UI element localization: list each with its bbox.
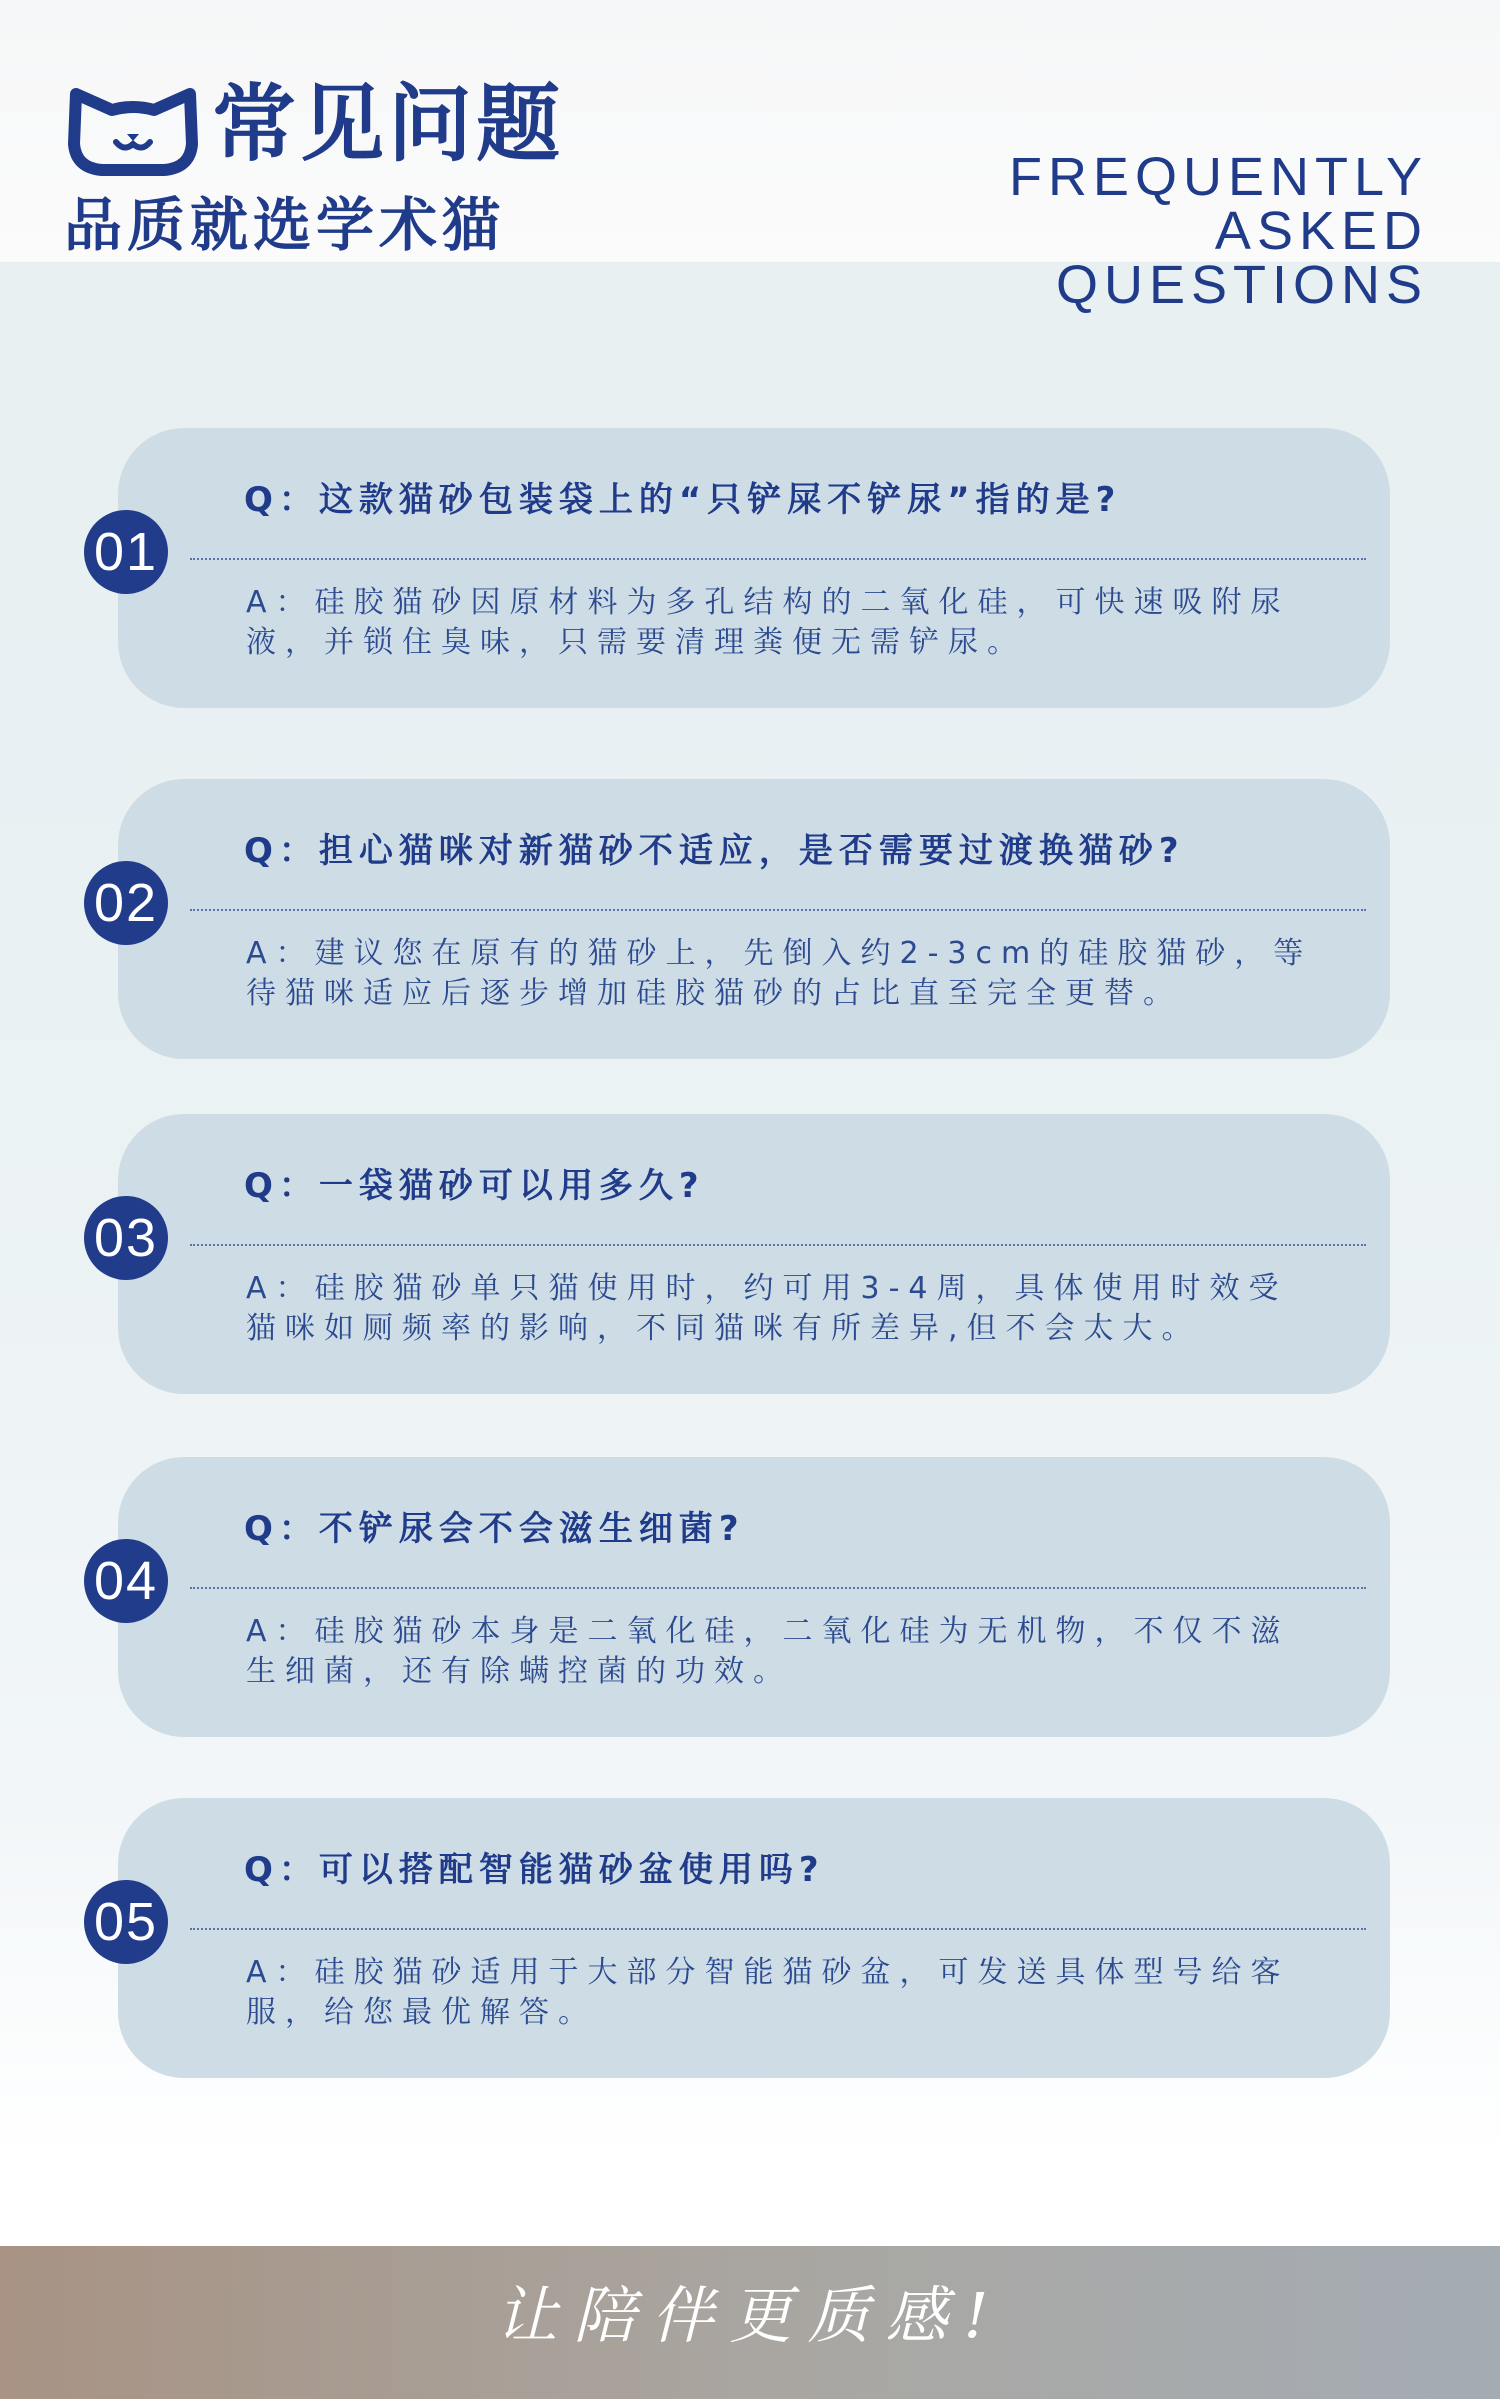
faq-number-badge: 01 — [84, 510, 168, 594]
footer-banner — [0, 2246, 1500, 2399]
footer-slogan: 让陪伴更质感! — [495, 2279, 1005, 2352]
faq-number-badge: 04 — [84, 1539, 168, 1623]
page-title: 常见问题 — [212, 75, 565, 173]
faq-answer: A：硅胶猫砂单只猫使用时，约可用3-4周，具体使用时效受猫咪如厕频率的影响，不同猫咪有所差异,但不会太大。 — [246, 1271, 1288, 1347]
faq-number-badge: 03 — [84, 1196, 168, 1280]
faq-answer: A：建议您在原有的猫砂上，先倒入约2-3cm的硅胶猫砂，等待猫咪适应后逐步增加硅胶猫砂的占比直至完全更替。 — [246, 936, 1313, 1012]
brand-slogan: 品质就选学术猫 — [64, 191, 506, 259]
faq-question: Q：一袋猫砂可以用多久? — [244, 1166, 705, 1206]
faq-question: Q：可以搭配智能猫砂盆使用吗? — [244, 1850, 825, 1890]
faq-item-3 — [93, 1114, 1390, 1394]
faq-card — [118, 1114, 1390, 1394]
faq-number-badge: 05 — [84, 1880, 168, 1964]
faq-divider — [190, 1244, 1366, 1246]
faq-card — [118, 428, 1390, 708]
faq-item-4 — [93, 1457, 1390, 1737]
faq-number-badge: 02 — [84, 861, 168, 945]
faq-question: Q：不铲尿会不会滋生细菌? — [244, 1509, 745, 1549]
faq-divider — [190, 558, 1366, 560]
faq-divider — [190, 1928, 1366, 1930]
faq-answer: A：硅胶猫砂因原材料为多孔结构的二氧化硅，可快速吸附尿液，并锁住臭味，只需要清理粪便无需铲尿。 — [246, 585, 1290, 661]
faq-item-1 — [93, 428, 1390, 708]
faq-question: Q：担心猫咪对新猫砂不适应，是否需要过渡换猫砂? — [244, 831, 1185, 871]
english-title-line-2: ASKED QUESTIONS — [1055, 201, 1428, 315]
faq-divider — [190, 909, 1366, 911]
faq-card — [118, 1798, 1390, 2078]
cat-face-icon — [66, 86, 200, 176]
english-title — [828, 147, 1428, 315]
faq-item-2 — [93, 779, 1390, 1059]
english-title-line-1: FREQUENTLY — [1008, 147, 1428, 207]
page-header — [0, 0, 1500, 315]
faq-item-5 — [93, 1798, 1390, 2078]
faq-answer: A：硅胶猫砂适用于大部分智能猫砂盆，可发送具体型号给客服，给您最优解答。 — [246, 1955, 1290, 2031]
faq-card — [118, 1457, 1390, 1737]
faq-answer: A：硅胶猫砂本身是二氧化硅，二氧化硅为无机物，不仅不滋生细菌，还有除螨控菌的功效。 — [246, 1614, 1290, 1690]
faq-question: Q：这款猫砂包装袋上的“只铲屎不铲尿”指的是? — [244, 480, 1122, 520]
faq-card — [118, 779, 1390, 1059]
faq-divider — [190, 1587, 1366, 1589]
